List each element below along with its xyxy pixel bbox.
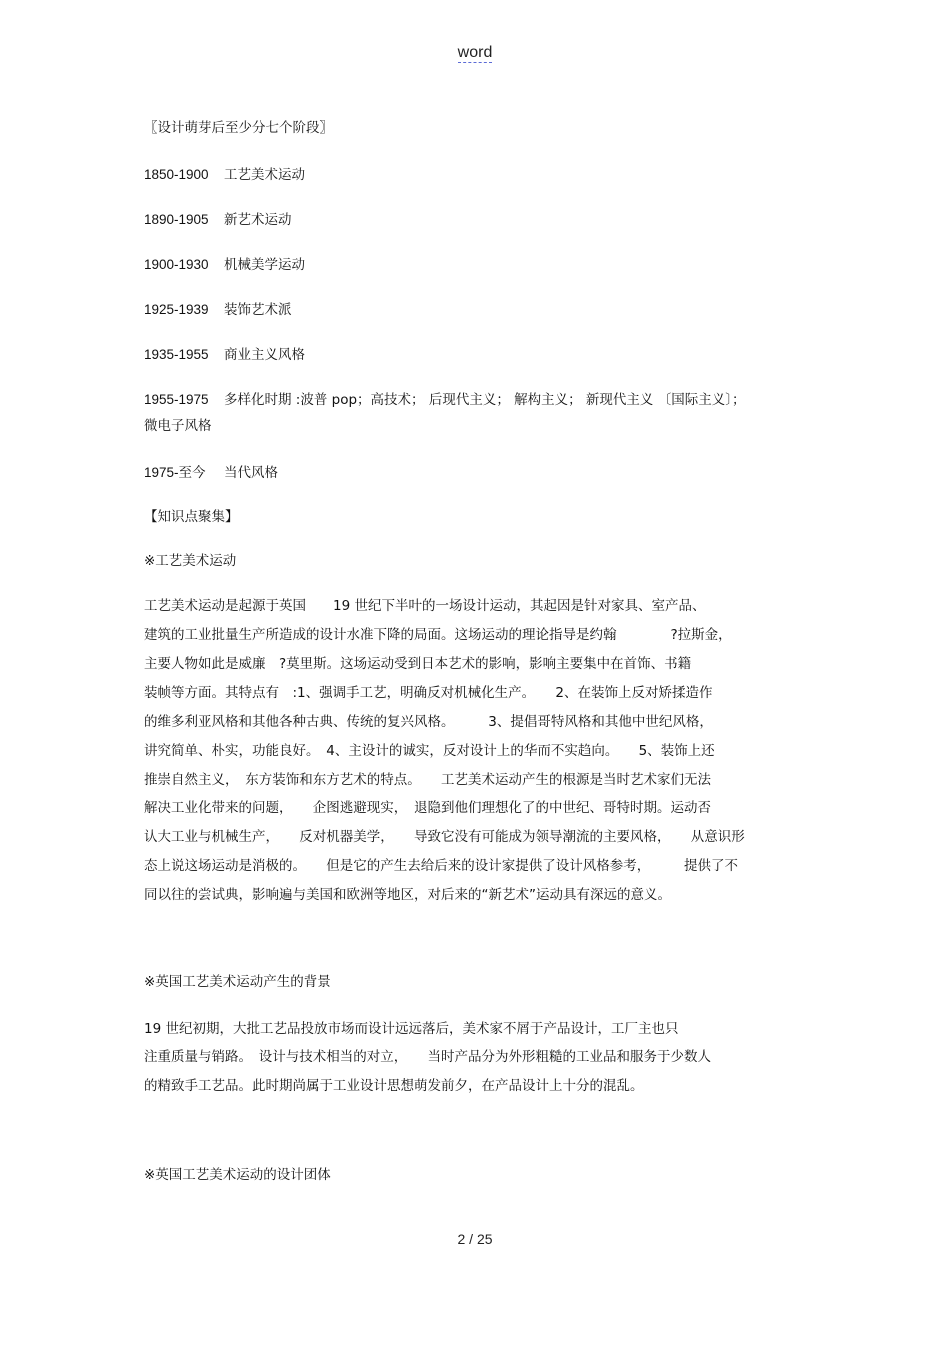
paragraph-line: 建筑的工业批量生产所造成的设计水准下降的局面。这场运动的理论指导是约翰 ?拉斯金，: [144, 627, 732, 643]
period-line: [144, 165, 305, 185]
period-continuation: 微电子风格: [144, 418, 212, 434]
page-number: [0, 1231, 950, 1247]
paragraph-line: 同以往的尝试典，影响遍与美国和欧洲等地区，对后来的“新艺术”运动具有深远的意义。: [144, 887, 671, 903]
period-name: 商业主义风格: [224, 347, 305, 363]
period-years: 1925-1939: [144, 302, 209, 317]
paragraph-line: 态上说这场运动是消极的。 但是它的产生去给后来的设计家提供了设计风格参考， 提供了不: [144, 858, 738, 874]
period-name: 工艺美术运动: [224, 167, 305, 183]
document-header: [0, 44, 950, 62]
period-years: 1850-1900: [144, 167, 209, 182]
paragraph-line: 装帧等方面。其特点有 :1、强调手工艺，明确反对机械化生产。 2、在装饰上反对矫揉造作: [144, 685, 713, 701]
period-line: [144, 255, 305, 275]
paragraph-line: 讲究简单、朴实，功能良好。 4、主设计的诚实，反对设计上的华而不实趋向。 5、装饰上还: [144, 743, 715, 759]
period-years: 1900-1930: [144, 257, 209, 272]
section-heading: ※工艺美术运动: [144, 553, 237, 569]
period-line: [144, 463, 278, 483]
period-line: [144, 345, 305, 365]
period-name: 当代风格: [224, 465, 278, 481]
period-years: 1935-1955: [144, 347, 209, 362]
current-page: 2: [457, 1231, 466, 1247]
period-name: 机械美学运动: [224, 257, 305, 273]
section-heading: ※英国工艺美术运动产生的背景: [144, 974, 331, 990]
period-name: 新艺术运动: [224, 212, 292, 228]
paragraph-line: 的精致手工艺品。此时期尚属于工业设计思想萌发前夕，在产品设计上十分的混乱。: [144, 1078, 644, 1094]
paragraph-line: 19 世纪初期，大批工艺品投放市场而设计远远落后，美术家不屑于产品设计，工厂主也只: [144, 1021, 679, 1037]
paragraph-line: 解决工业化带来的问题， 企图逃避现实， 退隐到他们理想化了的中世纪、哥特时期。运动否: [144, 800, 711, 816]
period-line: [144, 390, 745, 410]
paragraph-line: 工艺美术运动是起源于英国 19 世纪下半叶的一场设计运动，其起因是针对家具、室产品、: [144, 598, 706, 614]
period-years: 1955-1975: [144, 392, 209, 407]
paragraph-line: 认大工业与机械生产， 反对机器美学， 导致它没有可能成为领导潮流的主要风格， 从意识形: [144, 829, 745, 845]
paragraph-line: 主要人物如此是威廉 ?莫里斯。这场运动受到日本艺术的影响，影响主要集中在首饰、书籍: [144, 656, 692, 672]
period-years: 1975-至今: [144, 465, 206, 480]
page-separator: /: [469, 1231, 474, 1247]
paragraph-line: 推崇自然主义， 东方装饰和东方艺术的特点。 工艺美术运动产生的根源是当时艺术家们无法: [144, 772, 711, 788]
knowledge-heading: 【知识点聚集】: [144, 509, 239, 525]
period-name: 装饰艺术派: [224, 302, 292, 318]
intro-text: 〖设计萌芽后至少分七个阶段〗: [144, 120, 333, 136]
period-name: 多样化时期 :波普 pop；高技术； 后现代主义； 解构主义； 新现代主义 〔国际主义〕；: [224, 392, 746, 408]
period-years: 1890-1905: [144, 212, 209, 227]
paragraph-line: 注重质量与销路。 设计与技术相当的对立， 当时产品分为外形粗糙的工业品和服务于少数人: [144, 1049, 711, 1065]
total-pages: 25: [476, 1231, 493, 1247]
period-line: [144, 300, 292, 320]
paragraph-line: 的维多利亚风格和其他各种古典、传统的复兴风格。 3、提倡哥特风格和其他中世纪风格，: [144, 714, 713, 730]
period-line: [144, 210, 292, 230]
section-heading: ※英国工艺美术运动的设计团体: [144, 1167, 331, 1183]
header-title: word: [457, 44, 493, 61]
